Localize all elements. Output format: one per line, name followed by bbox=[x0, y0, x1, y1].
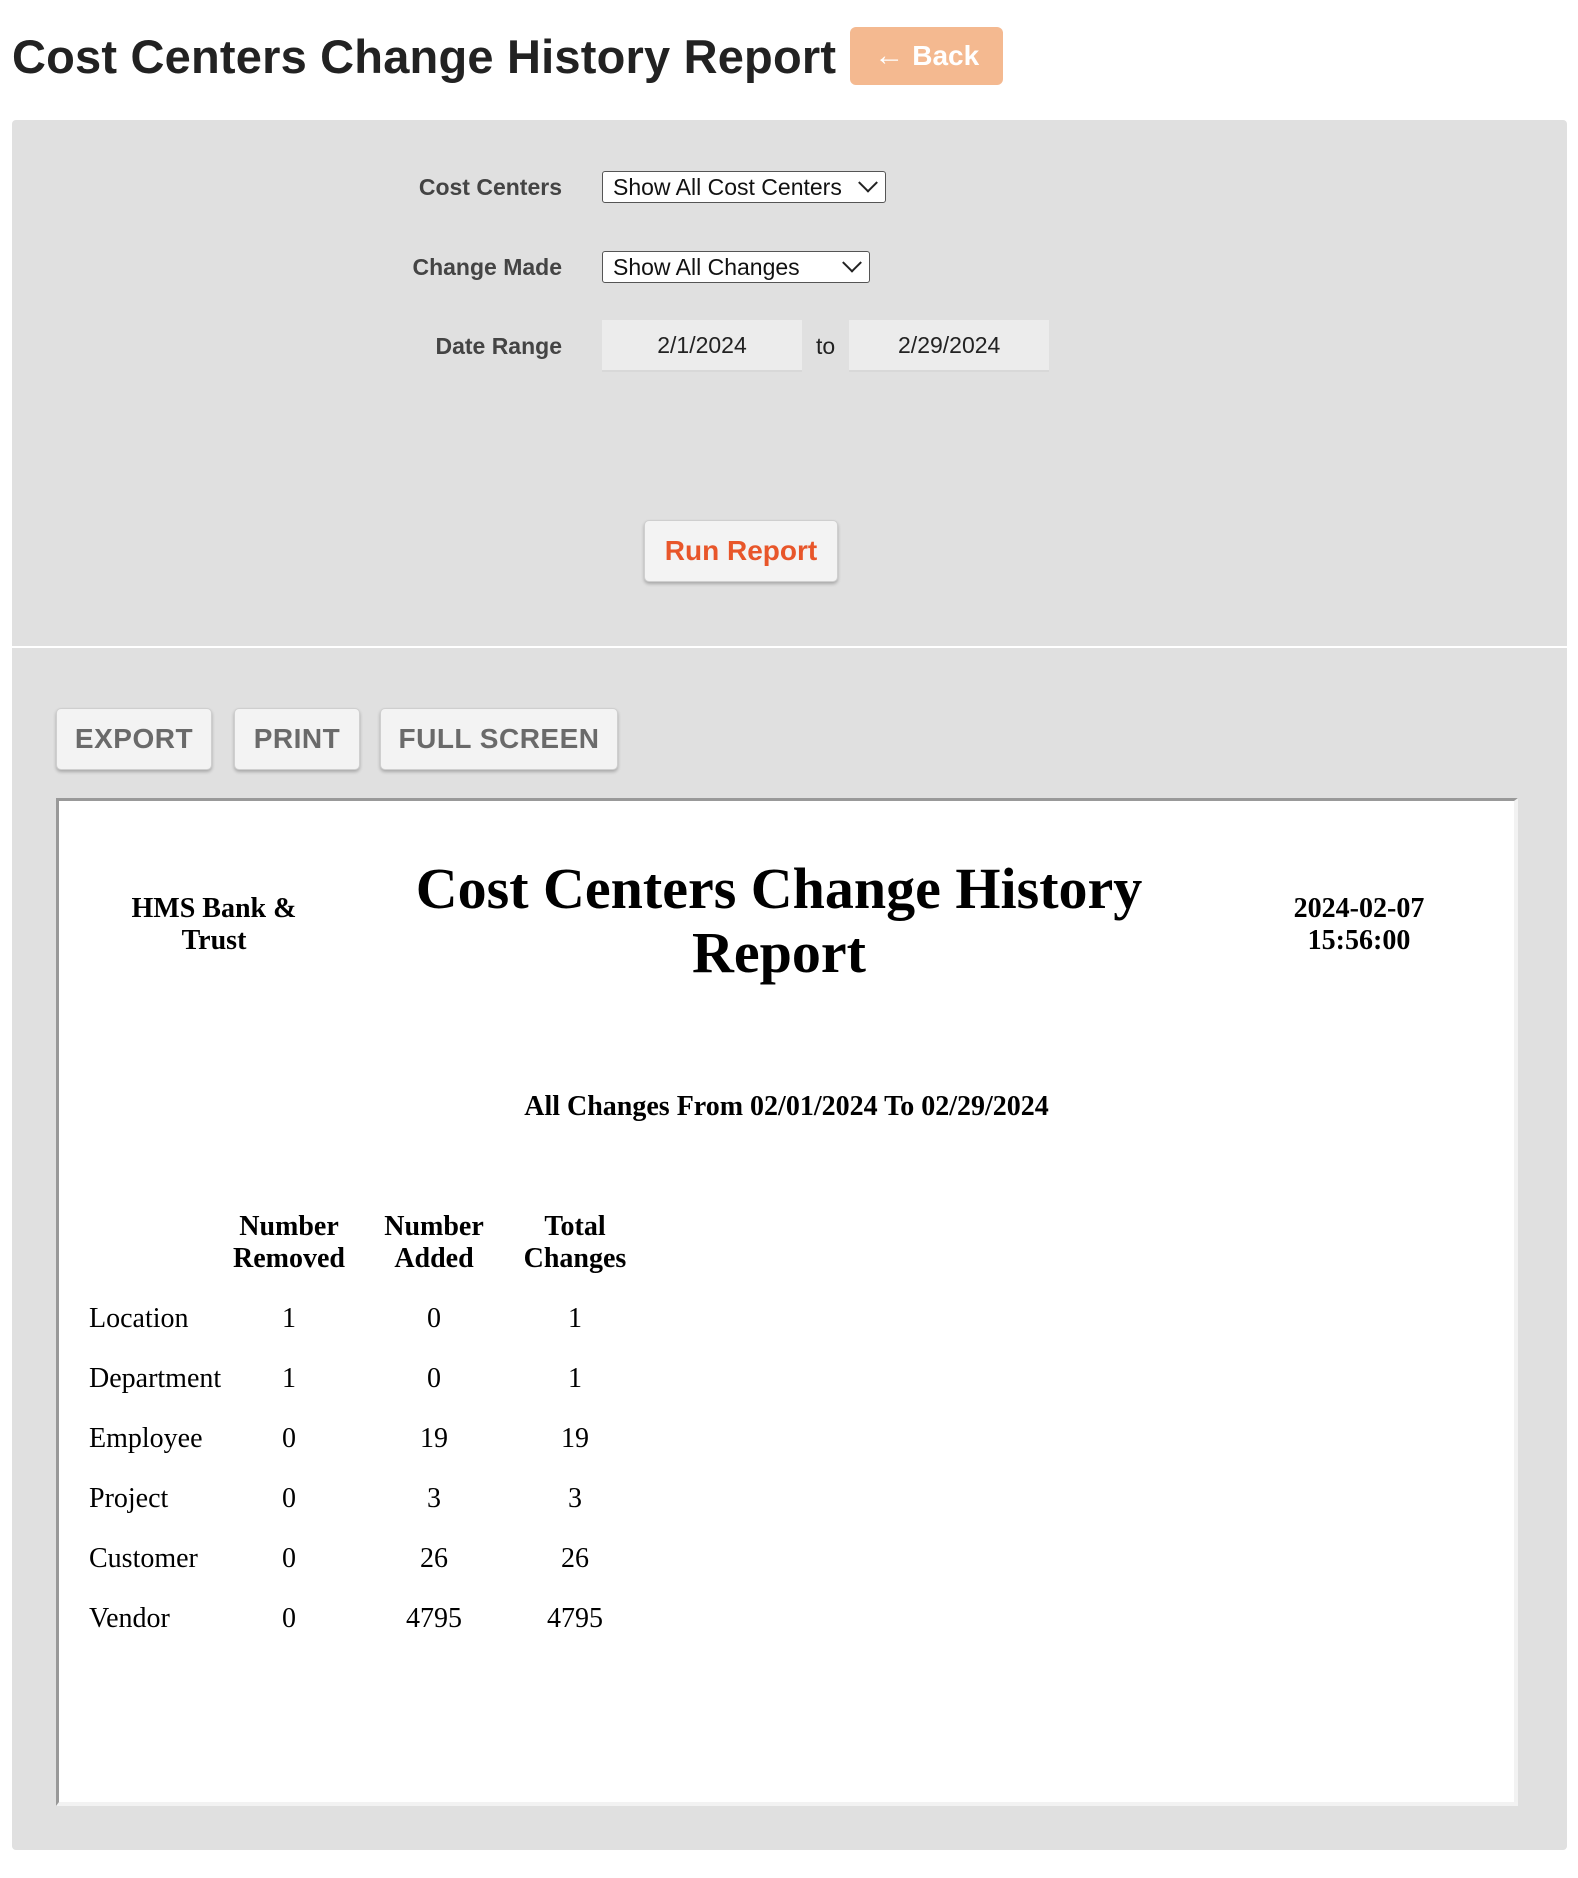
back-button-label: Back bbox=[912, 40, 980, 71]
column-header-line: Total bbox=[544, 1211, 606, 1242]
chevron-down-icon bbox=[842, 253, 862, 273]
cell-total: 19 bbox=[561, 1423, 589, 1454]
report-company-line1: HMS Bank & bbox=[131, 893, 297, 924]
report-subtitle: All Changes From 02/01/2024 To 02/29/2024 bbox=[524, 1091, 1049, 1122]
page-header bbox=[12, 22, 1003, 90]
column-header-line: Number bbox=[384, 1211, 484, 1242]
row-label: Employee bbox=[89, 1423, 203, 1454]
export-button[interactable]: EXPORT bbox=[56, 708, 212, 770]
cell-removed: 1 bbox=[282, 1303, 296, 1334]
report-timestamp bbox=[1269, 893, 1449, 957]
page-title: Cost Centers Change History Report bbox=[12, 29, 837, 83]
date-range-to-text: to bbox=[816, 332, 836, 359]
row-label: Location bbox=[89, 1303, 189, 1334]
date-from-input[interactable]: 2/1/2024 bbox=[602, 320, 802, 372]
date-to-input[interactable]: 2/29/2024 bbox=[849, 320, 1049, 372]
report-title bbox=[399, 857, 1159, 985]
cell-added: 0 bbox=[427, 1363, 441, 1394]
arrow-left-icon: ← bbox=[874, 39, 905, 72]
report-frame bbox=[56, 798, 1518, 1806]
cell-removed: 0 bbox=[282, 1423, 296, 1454]
run-report-button[interactable]: Run Report bbox=[644, 520, 838, 582]
print-button[interactable]: PRINT bbox=[234, 708, 360, 770]
column-header-added bbox=[364, 1211, 504, 1275]
change-made-select-value: Show All Changes bbox=[613, 253, 800, 280]
change-made-select[interactable] bbox=[602, 251, 870, 283]
cell-added: 19 bbox=[420, 1423, 448, 1454]
column-header-line: Added bbox=[394, 1243, 474, 1274]
report-date: 2024-02-07 bbox=[1293, 893, 1425, 924]
cell-total: 1 bbox=[568, 1363, 582, 1394]
row-label: Project bbox=[89, 1483, 169, 1514]
change-made-row bbox=[12, 251, 870, 283]
report-title-line1: Cost Centers Change History bbox=[415, 856, 1143, 921]
cell-total: 26 bbox=[561, 1543, 589, 1574]
report-company bbox=[119, 893, 309, 957]
column-header-line: Removed bbox=[233, 1243, 345, 1274]
row-label: Department bbox=[89, 1363, 222, 1394]
cell-removed: 0 bbox=[282, 1543, 296, 1574]
cell-total: 4795 bbox=[547, 1603, 603, 1634]
cell-added: 26 bbox=[420, 1543, 448, 1574]
back-button[interactable] bbox=[850, 27, 1003, 85]
cell-added: 3 bbox=[427, 1483, 441, 1514]
column-header-total bbox=[505, 1211, 645, 1275]
change-made-label: Change Made bbox=[412, 253, 562, 280]
report-area bbox=[12, 648, 1567, 1850]
cell-removed: 0 bbox=[282, 1483, 296, 1514]
cost-centers-select[interactable] bbox=[602, 171, 886, 203]
filter-panel bbox=[12, 120, 1567, 646]
date-range-label: Date Range bbox=[435, 332, 562, 359]
row-label: Vendor bbox=[89, 1603, 170, 1634]
row-label: Customer bbox=[89, 1543, 198, 1574]
cost-centers-row bbox=[12, 171, 886, 203]
cell-removed: 1 bbox=[282, 1363, 296, 1394]
cost-centers-select-value: Show All Cost Centers bbox=[613, 173, 842, 200]
cell-removed: 0 bbox=[282, 1603, 296, 1634]
column-header-line: Changes bbox=[523, 1243, 627, 1274]
report-company-line2: Trust bbox=[181, 925, 247, 956]
report-time: 15:56:00 bbox=[1307, 925, 1411, 956]
date-range-row bbox=[12, 320, 1049, 372]
cell-total: 1 bbox=[568, 1303, 582, 1334]
cell-added: 0 bbox=[427, 1303, 441, 1334]
column-header-removed bbox=[219, 1211, 359, 1275]
report-title-line2: Report bbox=[692, 920, 866, 985]
full-screen-button[interactable]: FULL SCREEN bbox=[380, 708, 618, 770]
chevron-down-icon bbox=[858, 173, 878, 193]
cost-centers-label: Cost Centers bbox=[418, 173, 562, 200]
cell-added: 4795 bbox=[406, 1603, 462, 1634]
cell-total: 3 bbox=[568, 1483, 582, 1514]
column-header-line: Number bbox=[239, 1211, 339, 1242]
